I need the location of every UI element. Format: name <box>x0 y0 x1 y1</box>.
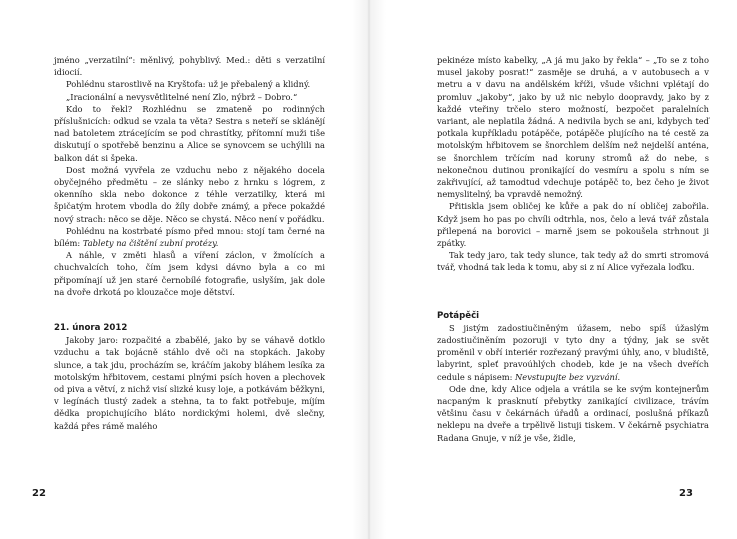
italic-phrase: Nevstupujte bez vyzvání. <box>515 371 621 382</box>
right-page-text <box>437 54 709 444</box>
left-page <box>0 0 368 539</box>
paragraph-lead: Pohlédnu na kostrbaté písmo před mnou: stojí tam černé na bílém: <box>54 225 325 249</box>
paragraph-with-italic <box>54 225 325 249</box>
paragraph: Přitiskla jsem obličej ke kůře a pak do ní obličej zabořila. Když jsem ho pas po chvíli odtrhla, nos, čelo a levá tvář zůstala přilepená na borovici – marně jsem se pokoušela strhnout ji zpátky. <box>437 201 709 249</box>
paragraph: Dost možná vyvřela ze vzduchu nebo z nějakého docela obyčejného předmětu – ze slánky nebo z hrnku s lógrem, z okenního skla nebo dokonce z téhle verzatilky, která mi špičatým hrotem vbodla do žíly dobře známý, a přece pokaždé nový strach: něco se děje. Něco se chystá. Něco není v pořádku. <box>54 164 325 224</box>
paragraph: jméno „verzatilní“: měnlivý, pohyblivý. Med.: děti s verzatilní idiocií. <box>54 55 325 78</box>
paragraph: Ode dne, kdy Alice odjela a vrátila se ke svým kontejnerům nacpaným k prasknutí přebytky zanikající civilizace, trávím většinu času v čekárnách úřadů a ordinací, poslušná příkazů neklepu na dveře a trpělivě listuji tiskem. V čekárně psychiatra Radana Gnuje, v níž je vše, židle, <box>437 383 709 443</box>
paragraph: pekinéze místo kabelky, „A já mu jako by řekla“ – „To se z toho musel jakoby posrat!“ zasměje se druhá, a v autobusech a v metru a v davu na andělském kříži, všude všichni vplétají do promluv „jakoby“, jako by už nic nebylo doopravdy, jako by z každé vteřiny trčelo stero možností, bezpočet paralelních variant, ale neplatila žádná. A nedivila bych se ani, kdybych teď potkala kupříkladu potápěče, potápěče plujícího na té cestě za motolským hřbitovem se šnorchlem delším než nejdelší anténa, se šnorchlem trčícím nad koruny stromů až do nebe, s nekonečnou dutinou pronikající do vesmíru a spolu s ním se zakřivující, až tamodtud vdechuje potápěč to, bez čeho je život nemyslitelný, ba vpravdě nemožný. <box>437 55 709 200</box>
right-page <box>369 0 737 539</box>
left-page-text <box>54 54 325 432</box>
entry-heading: 21. února 2012 <box>54 323 128 334</box>
page-number: 23 <box>679 488 693 499</box>
entry-paragraph: Jakoby jaro: rozpačité a zbabělé, jako by se váhavě dotklo vzduchu a tak bojácně stáhlo dvě oči na stopkách. Jakoby slunce, a tak jdu, procházím se, kráčím jakoby bláhem lesíka za motolským hřbitovem, cestami plnými psích hoven a plechovek od piva a větví, z nichž visí slizké kusy loje, a potkávám běžkyni, v legínách tlustý zadek a stehna, ta to fakt potřebuje, míjím dědka propichujícího bláto nordickými holemi, dvě slečny, každá přes rámě malého <box>54 335 325 431</box>
paragraph: A náhle, v změti hlasů a víření záclon, v žmolících a chuchvalcích toho, čím jsem kdysi dávno byla a co mi připomínají už jen staré černobílé fotografie, uslyším, jak dole na dvoře drkotá po klouzačce moje dětství. <box>54 250 325 297</box>
paragraph-with-italic <box>437 322 709 383</box>
paragraph: „Iracionální a nevysvětlitelné není Zlo, nýbrž – Dobro.“ <box>66 91 298 102</box>
section-heading: Potápěči <box>437 310 480 321</box>
spacer <box>437 274 709 310</box>
book-gutter <box>352 0 386 539</box>
page-number: 22 <box>32 488 46 499</box>
paragraph: Kdo to řekl? Rozhlédnu se zmateně po rodinných příslušnicích: odkud se vzala ta věta? Sestra s neteří se sklánějí nad batoletem ztrácejícím se pod chrastítky, přítomní muži tiše diskutují o spotřebě benzinu a Alice se synovcem se uchýlili na balkon dát si špeka. <box>54 103 325 163</box>
spacer <box>54 298 325 322</box>
italic-phrase: Tablety na čištění zubní protézy. <box>82 238 219 249</box>
paragraph: Tak tedy jaro, tak tedy slunce, tak tedy až do smrti stromová tvář, vhodná tak leda k tomu, aby si z ní Alice vyřezala loďku. <box>437 250 709 273</box>
paragraph: Pohlédnu starostlivě na Kryštofa: už je přebalený a klidný. <box>66 79 311 90</box>
paragraph-lead: S jistým zadostiučiněným úžasem, nebo spíš úžaslým zadostiučiněním pozoruji v tyto dny a týdny, jak se svět proměnil v obří interiér rozřezaný pravými úhly, ano, v bludiště, labyrint, spleť pravoúhlých chodeb, kde je na všech dveřích cedule s nápisem: <box>437 322 709 382</box>
